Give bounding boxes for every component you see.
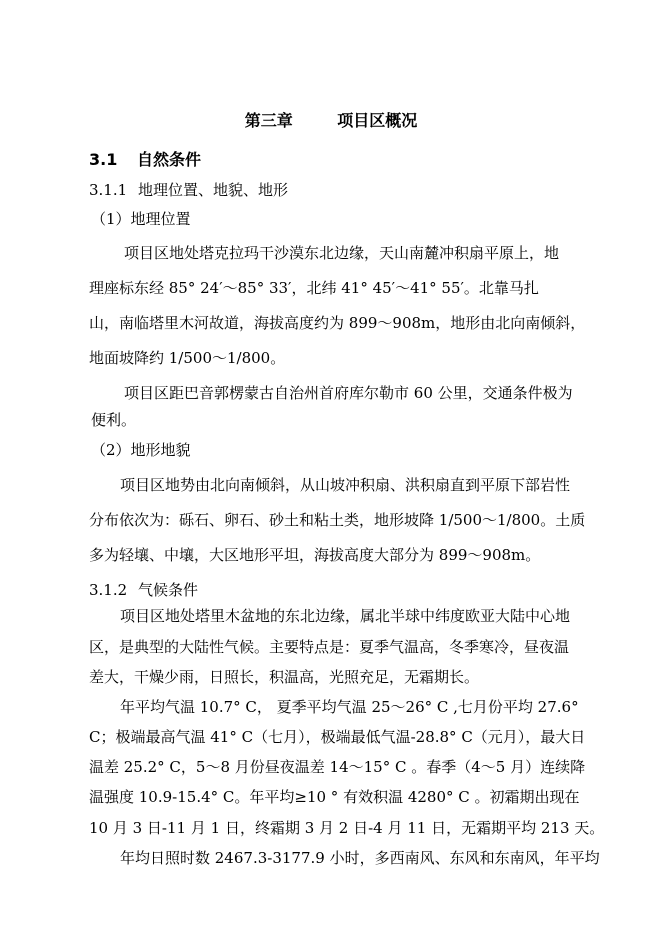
section-number: 3.1 bbox=[89, 150, 118, 169]
section-title: 气候条件 bbox=[138, 581, 199, 599]
paragraph-line: 山，南临塔里木河故道，海拔高度约为 899～908m，地形由北向南倾斜， bbox=[89, 314, 586, 332]
paragraph-line: 年均日照时数 2467.3-3177.9 小时，多西南风、东风和东南风，年平均 bbox=[120, 849, 600, 867]
paragraph-line: 温强度 10.9-15.4° C。年平均≥10 ° 有效积温 4280° C 。初霜期出现在 bbox=[89, 788, 580, 806]
paragraph-line: 年平均气温 10.7° C， 夏季平均气温 25～26° C ,七月份平均 27.6° bbox=[120, 698, 579, 716]
section-3-1-2-heading bbox=[89, 580, 198, 600]
paragraph-line: 10 月 3 日-11 月 1 日，终霜期 3 月 2 日-4 月 11 日，无霜期平均 213 天。 bbox=[89, 819, 605, 837]
paragraph-line: 理座标东经 85° 24′～85° 33′，北纬 41° 45′～41° 55′。北靠马扎 bbox=[89, 279, 539, 297]
section-3-1-1-heading bbox=[89, 180, 288, 200]
subheading-geo-location: （1）地理位置 bbox=[91, 210, 191, 228]
paragraph-line: 项目区地势由北向南倾斜，从山坡冲积扇、洪积扇直到平原下部岩性 bbox=[120, 476, 571, 494]
paragraph-line: 项目区地处塔克拉玛干沙漠东北边缘，天山南麓冲积扇平原上，地 bbox=[124, 244, 560, 262]
chapter-title: 第三章 项目区概况 bbox=[244, 111, 418, 130]
section-number: 3.1.2 bbox=[89, 581, 128, 599]
paragraph-line: 项目区距巴音郭楞蒙古自治州首府库尔勒市 60 公里，交通条件极为 bbox=[124, 384, 573, 402]
paragraph-line: 便利。 bbox=[91, 411, 137, 429]
section-title: 地理位置、地貌、地形 bbox=[138, 181, 289, 199]
section-3-1-heading bbox=[89, 150, 201, 170]
paragraph-line: C；极端最高气温 41° C（七月），极端最低气温-28.8° C（元月），最大日 bbox=[89, 728, 586, 746]
paragraph-line: 差大，干燥少雨，日照长，积温高，光照充足，无霜期长。 bbox=[89, 668, 480, 686]
section-title: 自然条件 bbox=[137, 150, 202, 169]
paragraph-line: 多为轻壤、中壤，大区地形平坦，海拔高度大部分为 899～908m。 bbox=[89, 546, 541, 564]
paragraph-line: 温差 25.2° C，5～8 月份昼夜温差 14～15° C 。春季（4～5 月）连续降 bbox=[89, 758, 586, 776]
paragraph-line: 区，是典型的大陆性气候。主要特点是：夏季气温高，冬季寒冷，昼夜温 bbox=[89, 638, 570, 656]
paragraph-line: 项目区地处塔里木盆地的东北边缘，属北半球中纬度欧亚大陆中心地 bbox=[120, 607, 571, 625]
paragraph-line: 地面坡降约 1/500～1/800。 bbox=[89, 349, 286, 367]
subheading-terrain: （2）地形地貌 bbox=[91, 441, 191, 459]
section-number: 3.1.1 bbox=[89, 181, 128, 199]
paragraph-line: 分布依次为：砾石、卵石、砂土和粘土类，地形坡降 1/500～1/800。土质 bbox=[89, 511, 586, 529]
